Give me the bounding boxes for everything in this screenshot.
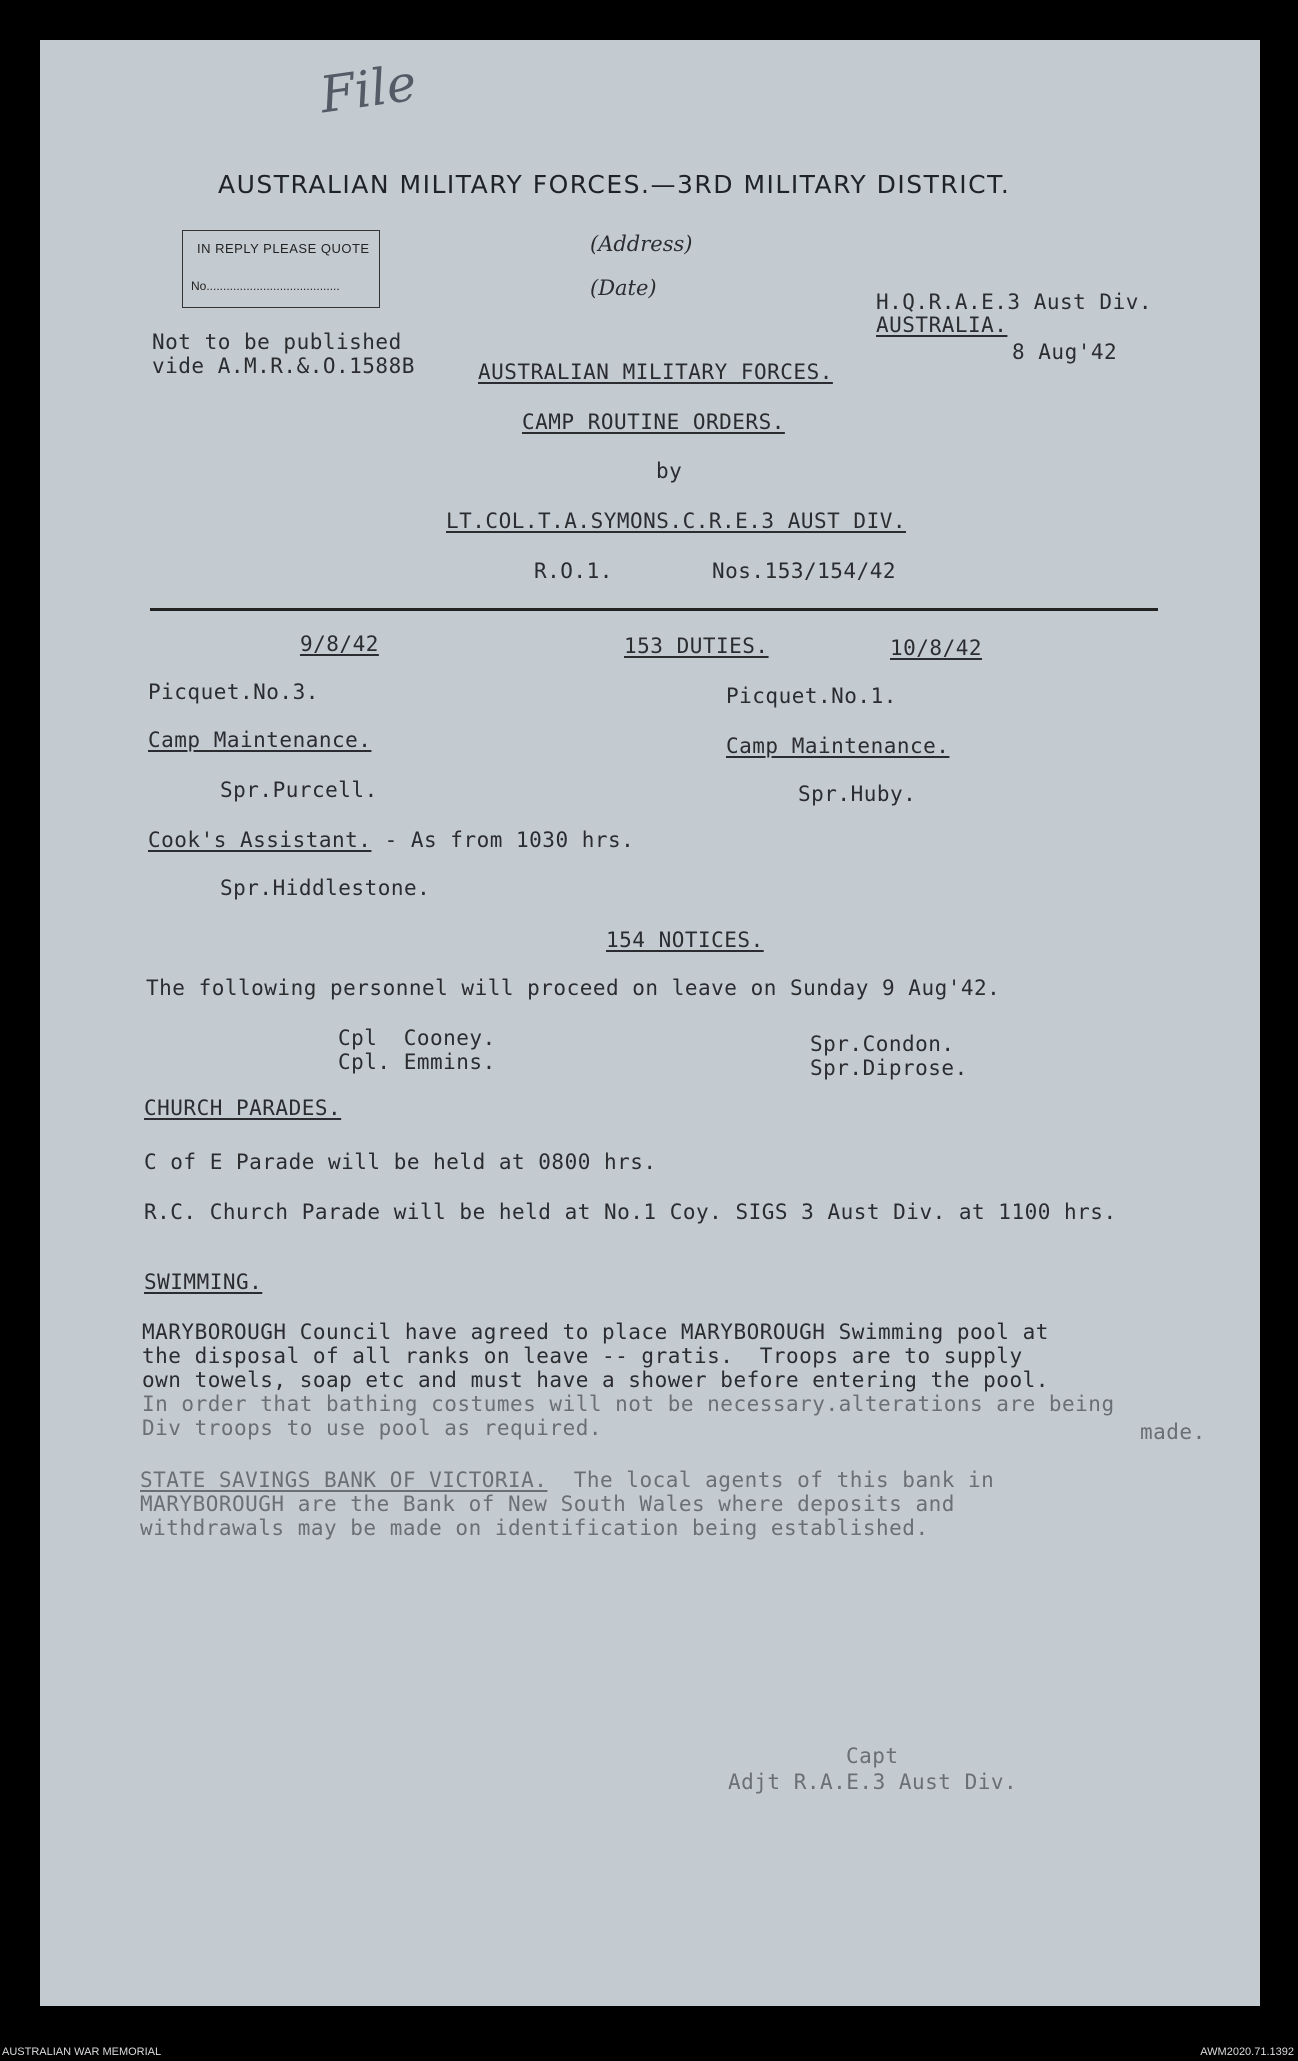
hq-line1: H.Q.R.A.E.3 Aust Div. <box>876 290 1153 314</box>
swimming-made: made. <box>1140 1420 1206 1444</box>
church-parade-1: C of E Parade will be held at 0800 hrs. <box>144 1150 657 1174</box>
swimming-line-1: MARYBOROUGH Council have agreed to place MARYBOROUGH Swimming pool at <box>142 1320 1049 1344</box>
swimming-line-4: In order that bathing costumes will not be necessary.alterations are being <box>142 1392 1115 1416</box>
leave-name-1: Cpl Cooney. <box>338 1026 496 1050</box>
maintenance-name-left: Spr.Purcell. <box>220 778 378 802</box>
orders-title: AUSTRALIAN MILITARY FORCES. <box>478 360 833 384</box>
officer-name: LT.COL.T.A.SYMONS.C.R.E.3 AUST DIV. <box>446 509 907 533</box>
leave-name-3: Spr.Condon. <box>810 1032 955 1056</box>
duties-date-right: 10/8/42 <box>890 636 983 660</box>
camp-maintenance-right: Camp Maintenance. <box>726 734 950 758</box>
hq-line2: AUSTRALIA. <box>876 313 1008 337</box>
picquet-left: Picquet.No.3. <box>148 680 319 704</box>
address-label: (Address) <box>590 232 693 256</box>
orders-by: by <box>656 459 683 483</box>
leave-name-2: Cpl. Emmins. <box>338 1050 496 1074</box>
not-published-line1: Not to be published <box>152 330 402 354</box>
footer-left: AUSTRALIAN WAR MEMORIAL <box>2 2046 162 2058</box>
reply-quote-box <box>182 230 380 308</box>
maintenance-name-right: Spr.Huby. <box>798 782 917 806</box>
date-label: (Date) <box>590 276 657 300</box>
hq-date: 8 Aug'42 <box>1012 340 1118 364</box>
orders-subtitle: CAMP ROUTINE ORDERS. <box>522 410 785 434</box>
duties-heading: 153 DUTIES. <box>624 634 769 658</box>
divider-rule <box>150 608 1158 611</box>
picquet-right: Picquet.No.1. <box>726 684 897 708</box>
signature-title: Adjt R.A.E.3 Aust Div. <box>728 1770 1018 1794</box>
swimming-line-3: own towels, soap etc and must have a shower before entering the pool. <box>142 1368 1049 1392</box>
order-numbers: Nos.153/154/42 <box>712 559 897 583</box>
bank-heading: STATE SAVINGS BANK OF VICTORIA. <box>140 1468 548 1492</box>
not-published-line2: vide A.M.R.&.O.1588B <box>152 354 415 378</box>
bank-line-2: MARYBOROUGH are the Bank of New South Wales where deposits and <box>140 1492 955 1516</box>
cooks-assistant <box>148 828 634 852</box>
notices-heading: 154 NOTICES. <box>606 928 764 952</box>
signature-rank: Capt <box>846 1744 899 1768</box>
swimming-line-5: Div troops to use pool as required. <box>142 1416 603 1440</box>
bank-line-1-text: The local agents of this bank in <box>547 1468 995 1492</box>
bank-line-3: withdrawals may be made on identification being established. <box>140 1516 929 1540</box>
church-parade-2: R.C. Church Parade will be held at No.1 Coy. SIGS 3 Aust Div. at 1100 hrs. <box>144 1200 1117 1224</box>
church-parades-heading: CHURCH PARADES. <box>144 1096 342 1120</box>
cooks-assistant-label: Cook's Assistant. <box>148 828 372 852</box>
footer-right: AWM2020.71.1392 <box>1200 2046 1294 2058</box>
cooks-assistant-time: - As from 1030 hrs. <box>371 828 635 852</box>
leave-notice: The following personnel will proceed on leave on Sunday 9 Aug'42. <box>146 976 1001 1000</box>
ro-number: R.O.1. <box>534 559 613 583</box>
reply-box-line2: No........................................ <box>191 279 340 293</box>
camp-maintenance-left: Camp Maintenance. <box>148 728 372 752</box>
handwritten-file-note: File <box>316 53 420 125</box>
reply-box-line1: IN REPLY PLEASE QUOTE <box>197 241 370 256</box>
cooks-assistant-name: Spr.Hiddlestone. <box>220 876 431 900</box>
letterhead: AUSTRALIAN MILITARY FORCES.—3RD MILITARY DISTRICT. <box>218 170 1011 199</box>
bank-line-1 <box>140 1468 994 1492</box>
swimming-heading: SWIMMING. <box>144 1270 263 1294</box>
duties-date-left: 9/8/42 <box>300 632 379 656</box>
leave-name-4: Spr.Diprose. <box>810 1056 968 1080</box>
swimming-line-2: the disposal of all ranks on leave -- gratis. Troops are to supply <box>142 1344 1023 1368</box>
